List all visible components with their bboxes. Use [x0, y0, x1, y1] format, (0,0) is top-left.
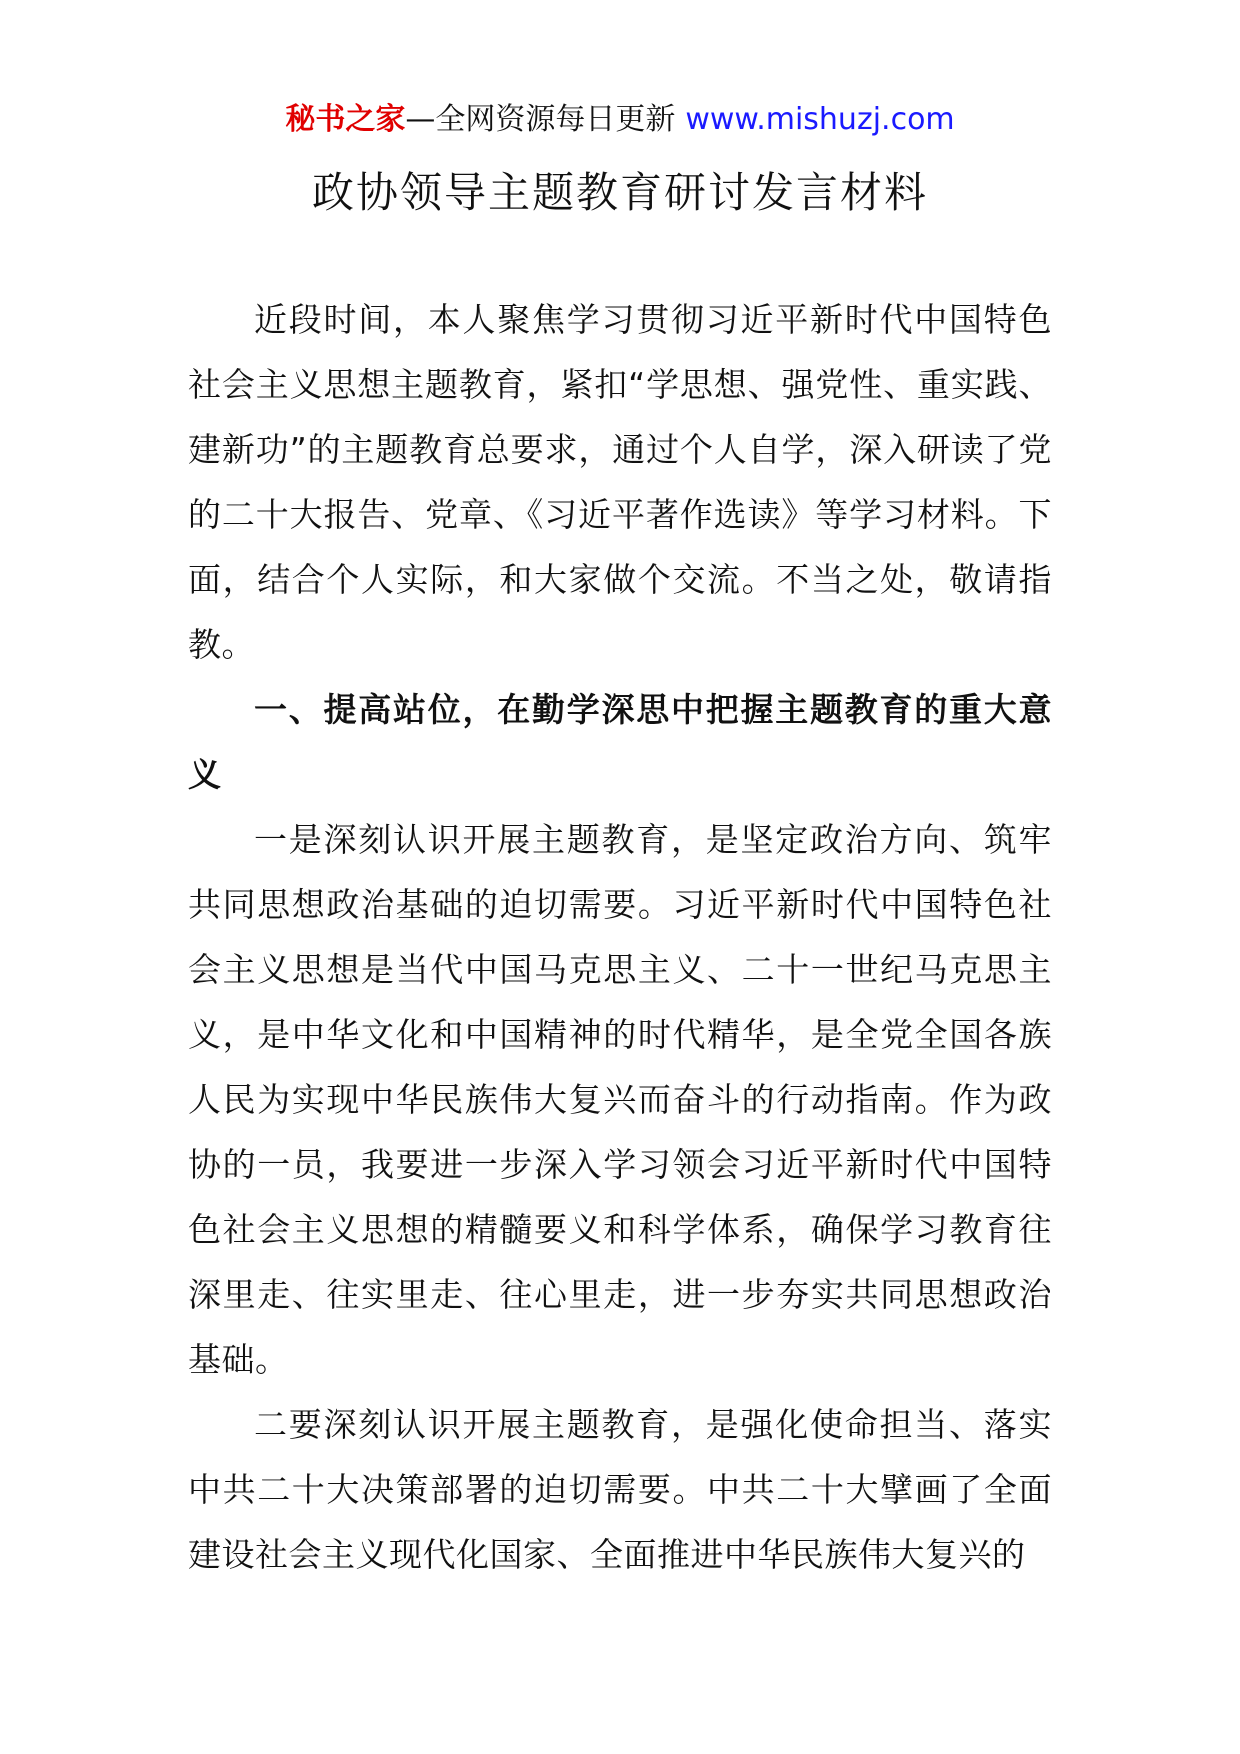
brand-name: 秘书之家	[285, 102, 406, 137]
site-header	[0, 98, 1240, 142]
body-paragraph: 一是深刻认识开展主题教育，是坚定政治方向、筑牢共同思想政治基础的迫切需要。习近平新时代中国特色社会主义思想是当代中国马克思主义、二十一世纪马克思主义，是中华文化和中国精神的时代精华，是全党全国各族人民为实现中华民族伟大复兴而奋斗的行动指南。作为政协的一员，我要进一步深入学习领会习近平新时代中国特色社会主义思想的精髓要义和科学体系，确保学习教育往深里走、往实里走、往心里走，进一步夯实共同思想政治基础。	[188, 820, 1052, 1379]
section-heading: 一、提高站位，在勤学深思中把握主题教育的重大意义	[188, 690, 1052, 794]
intro-paragraph: 近段时间，本人聚焦学习贯彻习近平新时代中国特色社会主义思想主题教育，紧扣“学思想、强党性、重实践、建新功”的主题教育总要求，通过个人自学，深入研读了党的二十大报告、党章、《习近平著作选读》等学习材料。下面，结合个人实际，和大家做个交流。不当之处，敬请指教。	[188, 300, 1052, 664]
body-paragraph: 二要深刻认识开展主题教育，是强化使命担当、落实中共二十大决策部署的迫切需要。中共二十大擘画了全面建设社会主义现代化国家、全面推进中华民族伟大复兴的	[188, 1405, 1052, 1574]
site-url-link[interactable]: www.mishuzj.com	[685, 102, 955, 137]
header-tagline: —全网资源每日更新	[405, 102, 676, 137]
document-body	[188, 287, 1052, 1587]
document-title: 政协领导主题教育研讨发言材料	[311, 168, 928, 217]
